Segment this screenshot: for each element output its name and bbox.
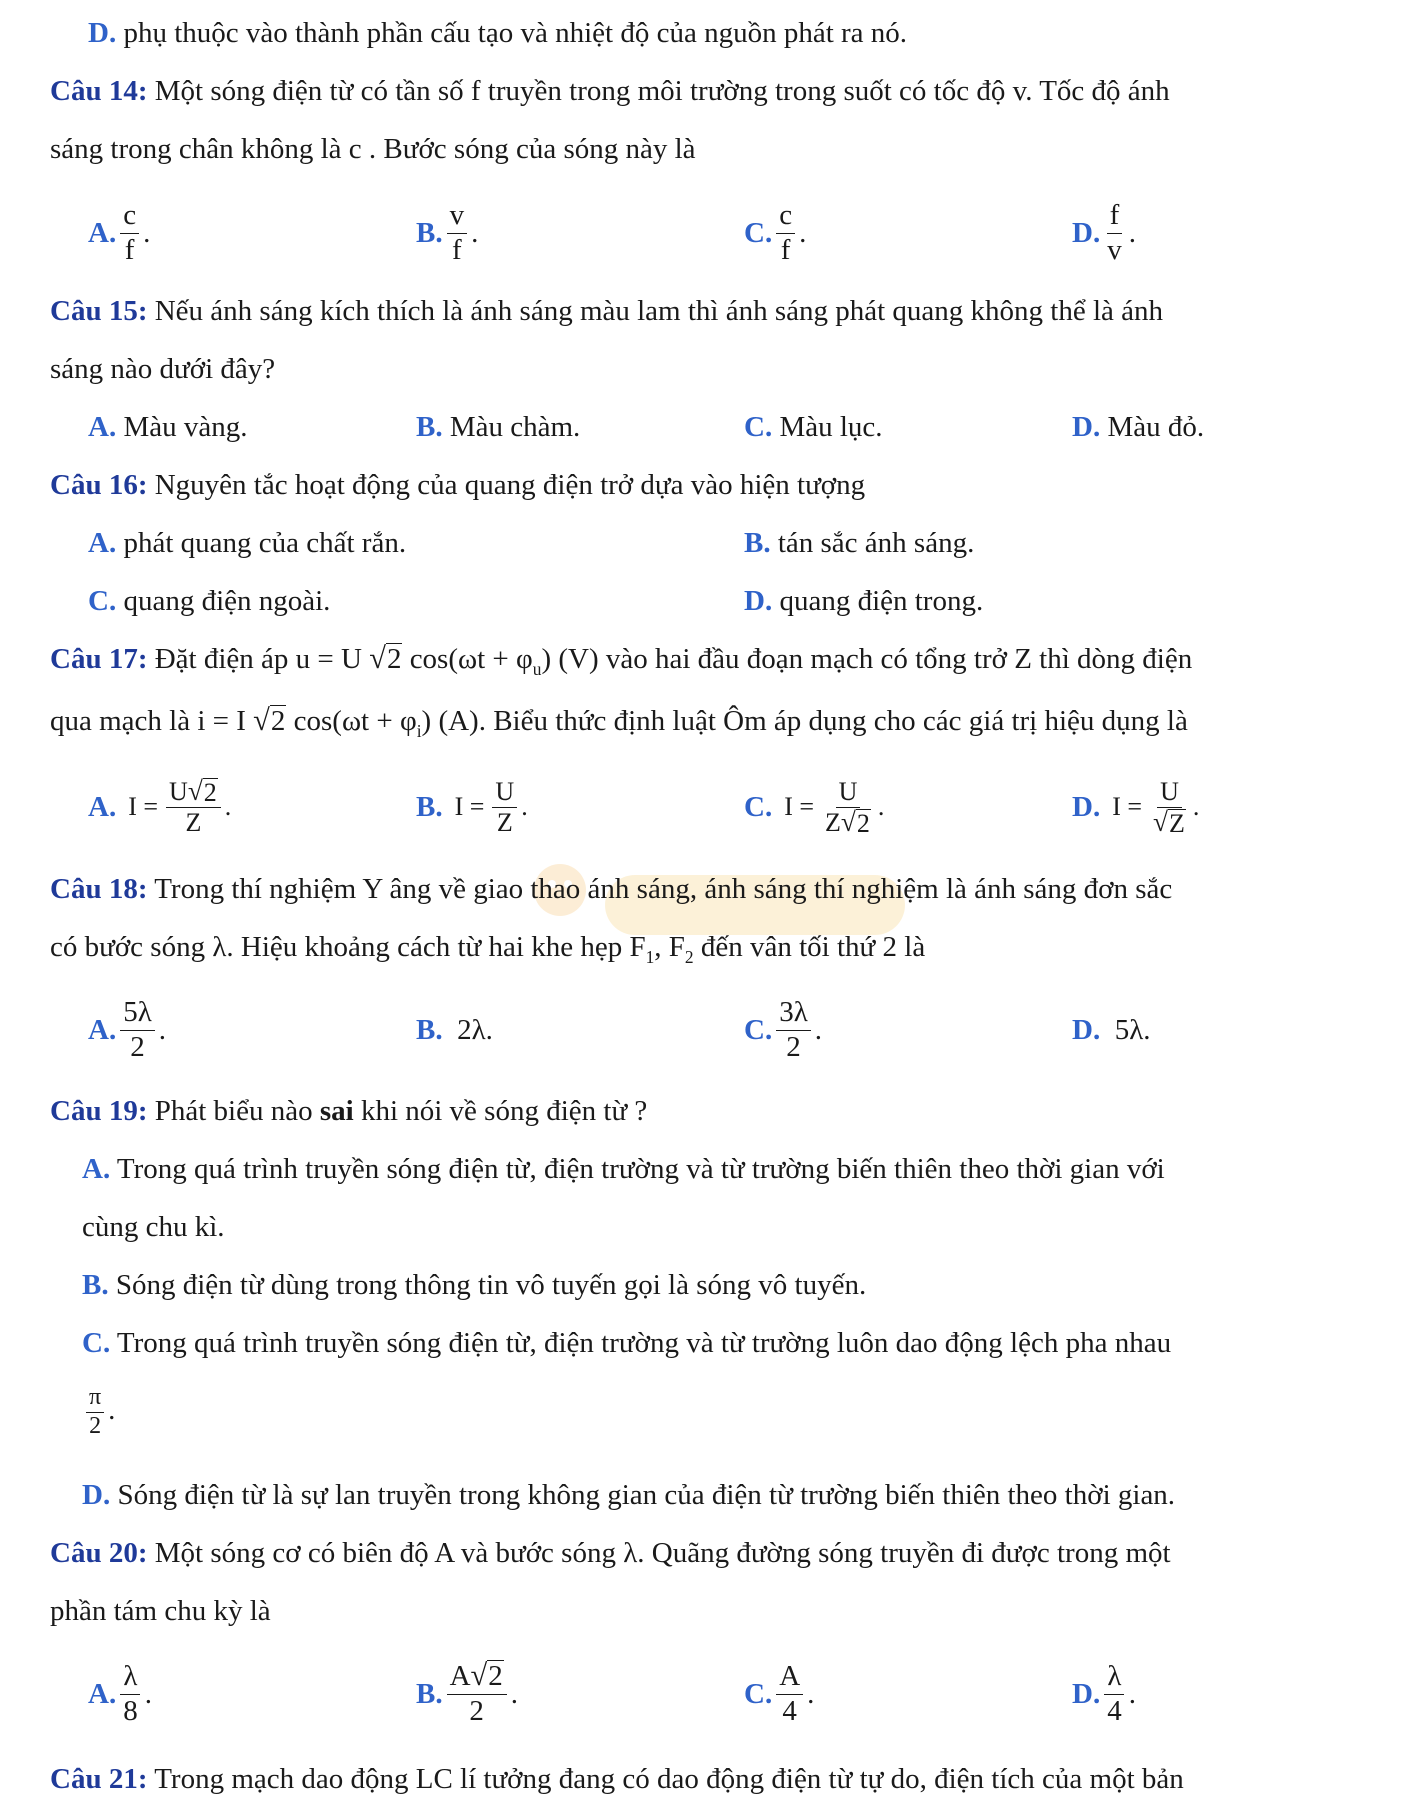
q17-options — [0, 762, 1423, 852]
denominator: 2 — [89, 1412, 102, 1439]
q16-line1 — [50, 468, 865, 503]
numerator: λ — [120, 1660, 140, 1694]
denominator: 4 — [782, 1694, 797, 1727]
denominator: 2 — [786, 1030, 801, 1063]
question-text: cos(ωt + φ — [293, 705, 417, 737]
q15-line1 — [50, 294, 1163, 329]
top-option-line — [88, 16, 907, 51]
option-label: A. — [88, 411, 117, 443]
fraction — [1150, 777, 1189, 838]
end-dot: . — [877, 792, 885, 821]
q20-option-b[interactable] — [416, 1648, 518, 1740]
end-dot: . — [814, 1013, 823, 1046]
question-text: Nguyên tắc hoạt động của quang điện trở dựa vào hiện tượng — [147, 469, 866, 501]
end-dot: . — [108, 1393, 116, 1426]
option-label: A. — [88, 1677, 117, 1710]
q14-line1 — [50, 74, 1170, 109]
question-text: sáng nào dưới đây? — [50, 353, 276, 385]
equation-lhs: I = — [128, 792, 159, 821]
numerator: U — [492, 777, 517, 808]
question-text: Nếu ánh sáng kích thích là ánh sáng màu lam thì ánh sáng phát quang không thể là ánh — [147, 295, 1164, 327]
q15-option-c[interactable] — [744, 410, 883, 445]
fraction — [492, 777, 517, 838]
q19-option-c[interactable] — [82, 1326, 1171, 1361]
q17-option-a[interactable] — [88, 762, 231, 852]
q20-options — [0, 1648, 1423, 1740]
q18-line1 — [50, 872, 1172, 907]
question-text: Trong thí nghiệm Y âng về giao thao ánh sáng, ánh sáng thí nghiệm là ánh sáng đơn sắc — [147, 873, 1173, 905]
numerator: 5λ — [120, 996, 155, 1030]
question-text: Phát biểu nào — [147, 1095, 320, 1127]
denominator: 2 — [130, 1030, 145, 1063]
option-label: A. — [88, 216, 117, 249]
q20-line1 — [50, 1536, 1171, 1571]
numerator: A √ 2 — [447, 1660, 507, 1694]
q15-option-a[interactable] — [88, 410, 247, 445]
q16-option-a[interactable] — [88, 526, 406, 561]
question-text: khi nói về sóng điện từ ? — [353, 1095, 648, 1127]
q19-line1 — [50, 1094, 647, 1129]
option-label: A. — [88, 1013, 117, 1046]
option-label: D. — [1072, 216, 1101, 249]
question-text: cos(ωt + φ — [409, 643, 533, 675]
end-dot: . — [224, 792, 232, 821]
q18-options — [0, 985, 1423, 1075]
q16-option-d[interactable] — [744, 584, 983, 619]
option-label: C. — [744, 1013, 773, 1046]
q14-options — [0, 188, 1423, 278]
option-label: A. — [88, 527, 117, 559]
q19-option-d[interactable] — [82, 1478, 1175, 1513]
q19-option-b[interactable] — [82, 1268, 866, 1303]
fraction — [166, 777, 221, 838]
option-text: Trong quá trình truyền sóng điện từ, điện trường và từ trường biến thiên theo thời gian với — [110, 1153, 1165, 1185]
end-dot: . — [510, 1677, 519, 1710]
question-text: qua mạch là i = I — [50, 705, 246, 737]
sqrt-arg: 2 — [488, 1660, 503, 1693]
fraction — [86, 1384, 104, 1440]
numerator: U — [836, 777, 861, 808]
end-dot: . — [521, 792, 528, 821]
option-text: 5λ. — [1114, 1013, 1151, 1046]
question-label: Câu 15: — [50, 295, 148, 327]
end-dot: . — [144, 1677, 152, 1710]
option-label: C. — [88, 585, 117, 617]
q17-line1 — [50, 642, 1192, 680]
q19-option-a-cont — [82, 1210, 225, 1245]
fraction — [1104, 1660, 1125, 1728]
option-text: Màu lục. — [772, 411, 883, 443]
denominator: v — [1107, 233, 1122, 266]
question-text: phần tám chu kỳ là — [50, 1595, 271, 1627]
question-text: Một sóng điện từ có tần số f truyền trong môi trường trong suốt có tốc độ v. Tốc độ ánh — [147, 75, 1170, 107]
option-text: quang điện trong. — [772, 585, 984, 617]
q18-option-c[interactable] — [744, 985, 822, 1075]
denominator: 8 — [123, 1694, 138, 1727]
subscript: i — [416, 720, 422, 741]
fraction — [120, 996, 155, 1064]
question-label: Câu 19: — [50, 1095, 148, 1127]
question-label: Câu 17: — [50, 643, 148, 675]
option-text: Màu đỏ. — [1100, 411, 1205, 443]
q20-option-d[interactable] — [1072, 1648, 1136, 1740]
option-label: A. — [82, 1153, 111, 1185]
option-label: D. — [88, 17, 117, 49]
option-label: C. — [82, 1327, 111, 1359]
denominator: Z — [185, 807, 202, 837]
question-label: Câu 20: — [50, 1537, 148, 1569]
option-label: C. — [744, 216, 773, 249]
fraction — [120, 199, 139, 267]
fraction — [1104, 199, 1125, 267]
sqrt-arg: Z — [1169, 808, 1185, 838]
question-text: Một sóng cơ có biên độ A và bước sóng λ. Quãng đường sóng truyền đi được trong một — [147, 1537, 1171, 1569]
question-label: Câu 21: — [50, 1763, 148, 1795]
numerator: U — [1157, 777, 1182, 808]
fraction — [447, 1660, 507, 1728]
numerator: 3λ — [776, 996, 811, 1030]
option-text: Màu chàm. — [442, 411, 581, 443]
denominator-part: Z — [825, 807, 841, 837]
option-label: D. — [1072, 1013, 1101, 1046]
q18-line2 — [50, 930, 925, 968]
q20-option-c[interactable] — [744, 1648, 814, 1740]
fraction — [776, 199, 795, 267]
numerator: A — [776, 1660, 803, 1694]
option-label: D. — [82, 1479, 111, 1511]
q16-option-c[interactable] — [88, 584, 330, 619]
question-label: Câu 16: — [50, 469, 148, 501]
question-text: ) (A). Biểu thức định luật Ôm áp dụng cho các giá trị hiệu dụng là — [421, 705, 1188, 737]
q21-line1 — [50, 1762, 1184, 1797]
option-label: D. — [1072, 1677, 1101, 1710]
q14-option-a[interactable] — [88, 188, 150, 278]
equation-lhs: I = — [784, 792, 815, 821]
denominator: f — [780, 233, 791, 266]
denominator: Z √ 2 — [825, 806, 870, 838]
question-label: Câu 18: — [50, 873, 148, 905]
option-label: B. — [416, 411, 443, 443]
end-dot: . — [807, 1677, 815, 1710]
numerator: π — [86, 1384, 104, 1413]
fraction — [776, 1660, 803, 1728]
sqrt-arg: 2 — [270, 705, 286, 737]
denominator: f — [124, 233, 135, 266]
q18-option-a[interactable] — [88, 985, 166, 1075]
q16-option-b[interactable] — [744, 526, 974, 561]
end-dot: . — [158, 1013, 167, 1046]
q18-option-b[interactable] — [416, 985, 493, 1075]
numerator: λ — [1104, 1660, 1124, 1694]
sqrt-arg: 2 — [203, 777, 217, 807]
numerator: U √ 2 — [166, 777, 221, 808]
option-label: B. — [416, 1677, 443, 1710]
numerator: c — [776, 199, 795, 233]
question-text: Trong mạch dao động LC lí tưởng đang có dao động điện từ tự do, điện tích của một bản — [147, 1763, 1184, 1795]
option-label: D. — [1072, 411, 1101, 443]
question-text: có bước sóng λ. Hiệu khoảng cách từ hai khe hẹp F — [50, 931, 646, 963]
option-label: C. — [744, 1677, 773, 1710]
question-text: ) (V) vào hai đầu đoạn mạch có tổng trở Z thì dòng điện — [541, 643, 1193, 675]
q14-option-c[interactable] — [744, 188, 806, 278]
emphasis-text: sai — [319, 1095, 354, 1127]
equation-lhs: I = — [1112, 792, 1143, 821]
q15-line2 — [50, 352, 275, 387]
option-text: Màu vàng. — [116, 411, 248, 443]
end-dot: . — [1192, 792, 1200, 821]
sqrt-arg: 2 — [386, 643, 402, 675]
denominator: Z — [496, 807, 513, 837]
option-label: B. — [416, 790, 443, 823]
option-text: cùng chu kì. — [82, 1211, 225, 1243]
subscript: 1 — [645, 946, 655, 967]
option-label: A. — [88, 790, 117, 823]
question-text: đến vân tối thứ 2 là — [693, 931, 926, 963]
q17-option-c[interactable] — [744, 762, 884, 852]
end-dot: . — [143, 216, 151, 249]
q19-option-c-cont — [82, 1384, 115, 1440]
q17-option-d[interactable] — [1072, 762, 1199, 852]
subscript: 2 — [684, 946, 694, 967]
numerator-part: A — [449, 1660, 471, 1693]
end-dot: . — [1128, 216, 1136, 249]
option-label: B. — [416, 216, 443, 249]
equation-lhs: I = — [454, 792, 485, 821]
q14-line2 — [50, 132, 696, 167]
option-label: C. — [744, 790, 773, 823]
option-label: D. — [744, 585, 773, 617]
question-text: sáng trong chân không là c . Bước sóng của sóng này là — [50, 133, 696, 165]
option-label: B. — [82, 1269, 109, 1301]
denominator: 2 — [469, 1694, 484, 1727]
numerator: f — [1107, 199, 1123, 233]
option-label: C. — [744, 411, 773, 443]
question-text: , F — [654, 931, 685, 963]
q14-option-b[interactable] — [416, 188, 478, 278]
numerator: v — [447, 199, 468, 233]
q19-option-a[interactable] — [82, 1152, 1165, 1187]
option-text: phụ thuộc vào thành phần cấu tạo và nhiệt độ của nguồn phát ra nó. — [116, 17, 908, 49]
q18-option-d[interactable] — [1072, 985, 1151, 1075]
option-text: tán sắc ánh sáng. — [770, 527, 975, 559]
fraction — [776, 996, 811, 1064]
option-text: phát quang của chất rắn. — [116, 527, 407, 559]
subscript: u — [532, 658, 542, 679]
option-label: D. — [1072, 790, 1101, 823]
q17-line2 — [50, 704, 1188, 742]
end-dot: . — [471, 216, 479, 249]
end-dot: . — [799, 216, 807, 249]
q15-option-d[interactable] — [1072, 410, 1204, 445]
fraction — [447, 199, 468, 267]
question-text: Đặt điện áp u = U — [147, 643, 362, 675]
denominator: f — [452, 233, 462, 266]
q15-option-b[interactable] — [416, 410, 580, 445]
option-label: B. — [744, 527, 771, 559]
q20-line2 — [50, 1594, 271, 1629]
numerator: c — [120, 199, 139, 233]
end-dot: . — [1128, 1677, 1136, 1710]
option-text: Trong quá trình truyền sóng điện từ, điện trường và từ trường luôn dao động lệch pha nhau — [110, 1327, 1172, 1359]
sqrt-symbol: √ 2 — [253, 703, 286, 737]
sqrt-symbol: √ 2 — [369, 641, 402, 675]
option-label: B. — [416, 1013, 443, 1046]
option-text: 2λ. — [457, 1013, 493, 1046]
option-text: Sóng điện từ là sự lan truyền trong không gian của điện từ trường biến thiên theo thời gian. — [110, 1479, 1176, 1511]
q20-option-a[interactable] — [88, 1648, 152, 1740]
denominator: √ Z — [1153, 806, 1185, 838]
fraction — [822, 777, 874, 838]
q14-option-d[interactable] — [1072, 188, 1136, 278]
question-label: Câu 14: — [50, 75, 148, 107]
q17-option-b[interactable] — [416, 762, 528, 852]
sqrt-arg: 2 — [856, 808, 870, 838]
option-text: quang điện ngoài. — [116, 585, 331, 617]
denominator: 4 — [1107, 1694, 1122, 1727]
numerator-part: U — [169, 776, 188, 806]
fraction — [120, 1660, 141, 1728]
option-text: Sóng điện từ dùng trong thông tin vô tuyến gọi là sóng vô tuyến. — [108, 1269, 867, 1301]
